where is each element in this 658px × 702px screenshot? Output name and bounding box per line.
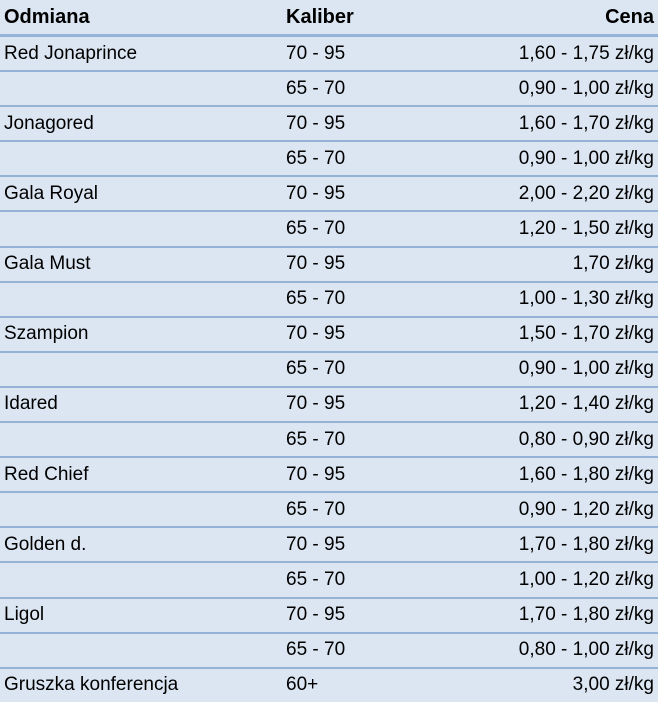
cell-variety	[0, 562, 282, 597]
table-row	[0, 141, 658, 176]
cell-price: 1,60 - 1,70 zł/kg	[452, 106, 658, 141]
table-row	[0, 106, 658, 141]
table-body	[0, 36, 658, 702]
cell-caliber: 65 - 70	[282, 492, 452, 527]
header-variety: Odmiana	[0, 0, 282, 36]
table-row	[0, 71, 658, 106]
cell-caliber: 70 - 95	[282, 176, 452, 211]
cell-variety: Szampion	[0, 317, 282, 352]
cell-variety	[0, 422, 282, 457]
header-price: Cena	[452, 0, 658, 36]
cell-caliber: 65 - 70	[282, 71, 452, 106]
cell-price: 2,00 - 2,20 zł/kg	[452, 176, 658, 211]
cell-variety: Golden d.	[0, 527, 282, 562]
cell-caliber: 65 - 70	[282, 211, 452, 246]
cell-variety: Gala Royal	[0, 176, 282, 211]
cell-variety	[0, 352, 282, 387]
table-row	[0, 282, 658, 317]
cell-caliber: 65 - 70	[282, 141, 452, 176]
cell-price: 0,80 - 0,90 zł/kg	[452, 422, 658, 457]
cell-variety: Gala Must	[0, 247, 282, 282]
cell-price: 1,60 - 1,80 zł/kg	[452, 457, 658, 492]
cell-caliber: 65 - 70	[282, 352, 452, 387]
cell-caliber: 65 - 70	[282, 562, 452, 597]
cell-price: 0,80 - 1,00 zł/kg	[452, 633, 658, 668]
table-row	[0, 352, 658, 387]
cell-price: 0,90 - 1,00 zł/kg	[452, 71, 658, 106]
header-caliber: Kaliber	[282, 0, 452, 36]
table-row	[0, 527, 658, 562]
cell-variety: Ligol	[0, 598, 282, 633]
cell-price: 0,90 - 1,20 zł/kg	[452, 492, 658, 527]
cell-caliber: 70 - 95	[282, 106, 452, 141]
cell-variety: Red Jonaprince	[0, 36, 282, 72]
cell-variety	[0, 492, 282, 527]
cell-caliber: 65 - 70	[282, 422, 452, 457]
cell-variety	[0, 141, 282, 176]
cell-price: 1,50 - 1,70 zł/kg	[452, 317, 658, 352]
table-row	[0, 211, 658, 246]
cell-price: 3,00 zł/kg	[572, 674, 654, 696]
cell-price: 1,60 - 1,75 zł/kg	[452, 36, 658, 72]
table-row	[0, 317, 658, 352]
cell-caliber: 65 - 70	[282, 282, 452, 317]
cell-caliber: 70 - 95	[282, 317, 452, 352]
table-row	[0, 668, 658, 702]
cell-caliber: 70 - 95	[282, 598, 452, 633]
cell-caliber: 70 - 95	[282, 387, 452, 422]
cell-price: 0,90 - 1,00 zł/kg	[452, 141, 658, 176]
cell-caliber: 70 - 95	[282, 457, 452, 492]
cell-variety	[0, 211, 282, 246]
cell-caliber: 70 - 95	[282, 36, 452, 72]
table-row	[0, 562, 658, 597]
table-row	[0, 492, 658, 527]
table-row	[0, 633, 658, 668]
cell-variety	[0, 282, 282, 317]
cell-price: 1,70 - 1,80 zł/kg	[452, 598, 658, 633]
cell-caliber: 60+	[286, 674, 319, 696]
table-row	[0, 457, 658, 492]
cell-variety: Red Chief	[0, 457, 282, 492]
cell-variety: Idared	[0, 387, 282, 422]
cell-variety: Gruszka konferencja	[4, 674, 179, 696]
cell-price: 1,00 - 1,30 zł/kg	[452, 282, 658, 317]
cell-price: 1,00 - 1,20 zł/kg	[452, 562, 658, 597]
table-row	[0, 36, 658, 72]
cell-caliber: 65 - 70	[282, 633, 452, 668]
table-row	[0, 247, 658, 282]
table-header-row	[0, 0, 658, 36]
table-row	[0, 176, 658, 211]
cell-price: 1,70 - 1,80 zł/kg	[452, 527, 658, 562]
table-row	[0, 598, 658, 633]
cell-price: 1,20 - 1,40 zł/kg	[452, 387, 658, 422]
table-row	[0, 422, 658, 457]
cell-variety	[0, 71, 282, 106]
cell-price: 1,20 - 1,50 zł/kg	[452, 211, 658, 246]
cell-price: 1,70 zł/kg	[452, 247, 658, 282]
cell-caliber: 70 - 95	[282, 527, 452, 562]
cell-variety	[0, 633, 282, 668]
cell-price: 0,90 - 1,00 zł/kg	[452, 352, 658, 387]
table-row	[0, 387, 658, 422]
cell-caliber: 70 - 95	[282, 247, 452, 282]
cell-variety: Jonagored	[0, 106, 282, 141]
